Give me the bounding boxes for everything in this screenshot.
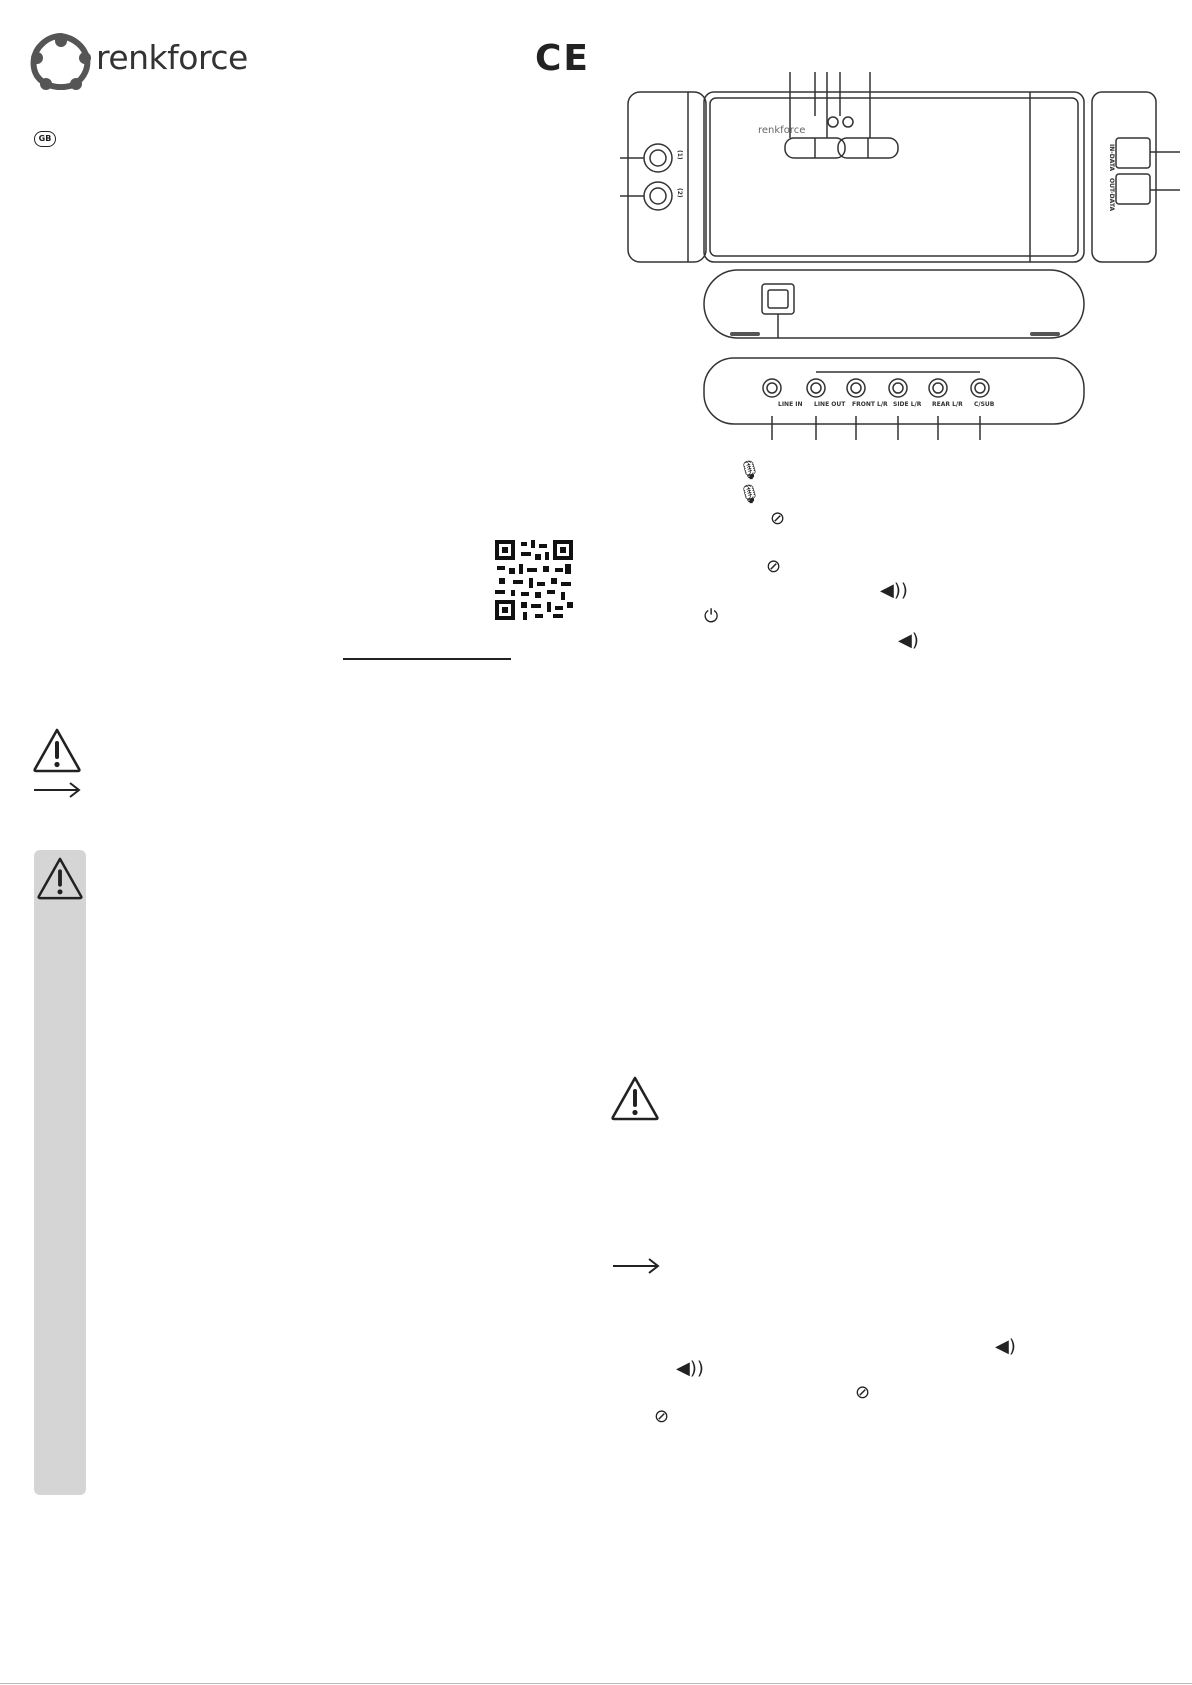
page-bottom-rule xyxy=(0,1683,1192,1684)
right-arrow-icon xyxy=(32,780,82,800)
port-label-front: FRONT L/R xyxy=(852,401,888,408)
microphone-icon: 🎙 xyxy=(738,460,761,481)
volume-up-icon: ◀)) xyxy=(880,580,908,601)
link-underline xyxy=(343,658,511,660)
warning-triangle-icon xyxy=(36,856,84,900)
port-label-out-data: OUT-DATA xyxy=(1108,178,1115,212)
port-label-csub: C/SUB xyxy=(974,401,995,408)
warning-triangle-icon xyxy=(610,1075,660,1121)
port-label-rear: REAR L/R xyxy=(932,401,963,408)
port-label-side: SIDE L/R xyxy=(893,401,922,408)
qr-code-icon xyxy=(495,540,573,620)
mic-label-1: (1) xyxy=(676,150,683,160)
port-label-in-data: IN-DATA xyxy=(1108,144,1115,172)
microphone-mute-icon: ⊘ xyxy=(654,1406,670,1427)
port-label-line-in: LINE IN xyxy=(778,401,803,408)
warning-triangle-icon xyxy=(32,727,82,773)
mic-label-2: (2) xyxy=(676,188,683,198)
volume-down-icon: ◀) xyxy=(898,630,919,651)
product-diagram xyxy=(620,70,1180,440)
microphone-mute-icon: ⊘ xyxy=(770,508,786,529)
microphone-icon: 🎙 xyxy=(738,484,761,505)
speaker-mute-icon: ⊘ xyxy=(855,1382,871,1403)
right-arrow-icon xyxy=(610,1256,662,1276)
port-label-line-out: LINE OUT xyxy=(814,401,846,408)
safety-instructions-panel xyxy=(34,850,86,1495)
speaker-mute-icon: ⊘ xyxy=(766,556,782,577)
volume-up-icon: ◀)) xyxy=(676,1358,704,1379)
brand-name: renkforce xyxy=(96,38,248,77)
language-badge: GB xyxy=(34,131,56,147)
renkforce-logo-icon xyxy=(30,32,92,90)
power-icon: ⏻ xyxy=(704,606,719,627)
volume-down-icon: ◀) xyxy=(995,1336,1016,1357)
diagram-logo-label: renkforce xyxy=(758,125,806,136)
ce-mark: CE xyxy=(535,38,591,79)
